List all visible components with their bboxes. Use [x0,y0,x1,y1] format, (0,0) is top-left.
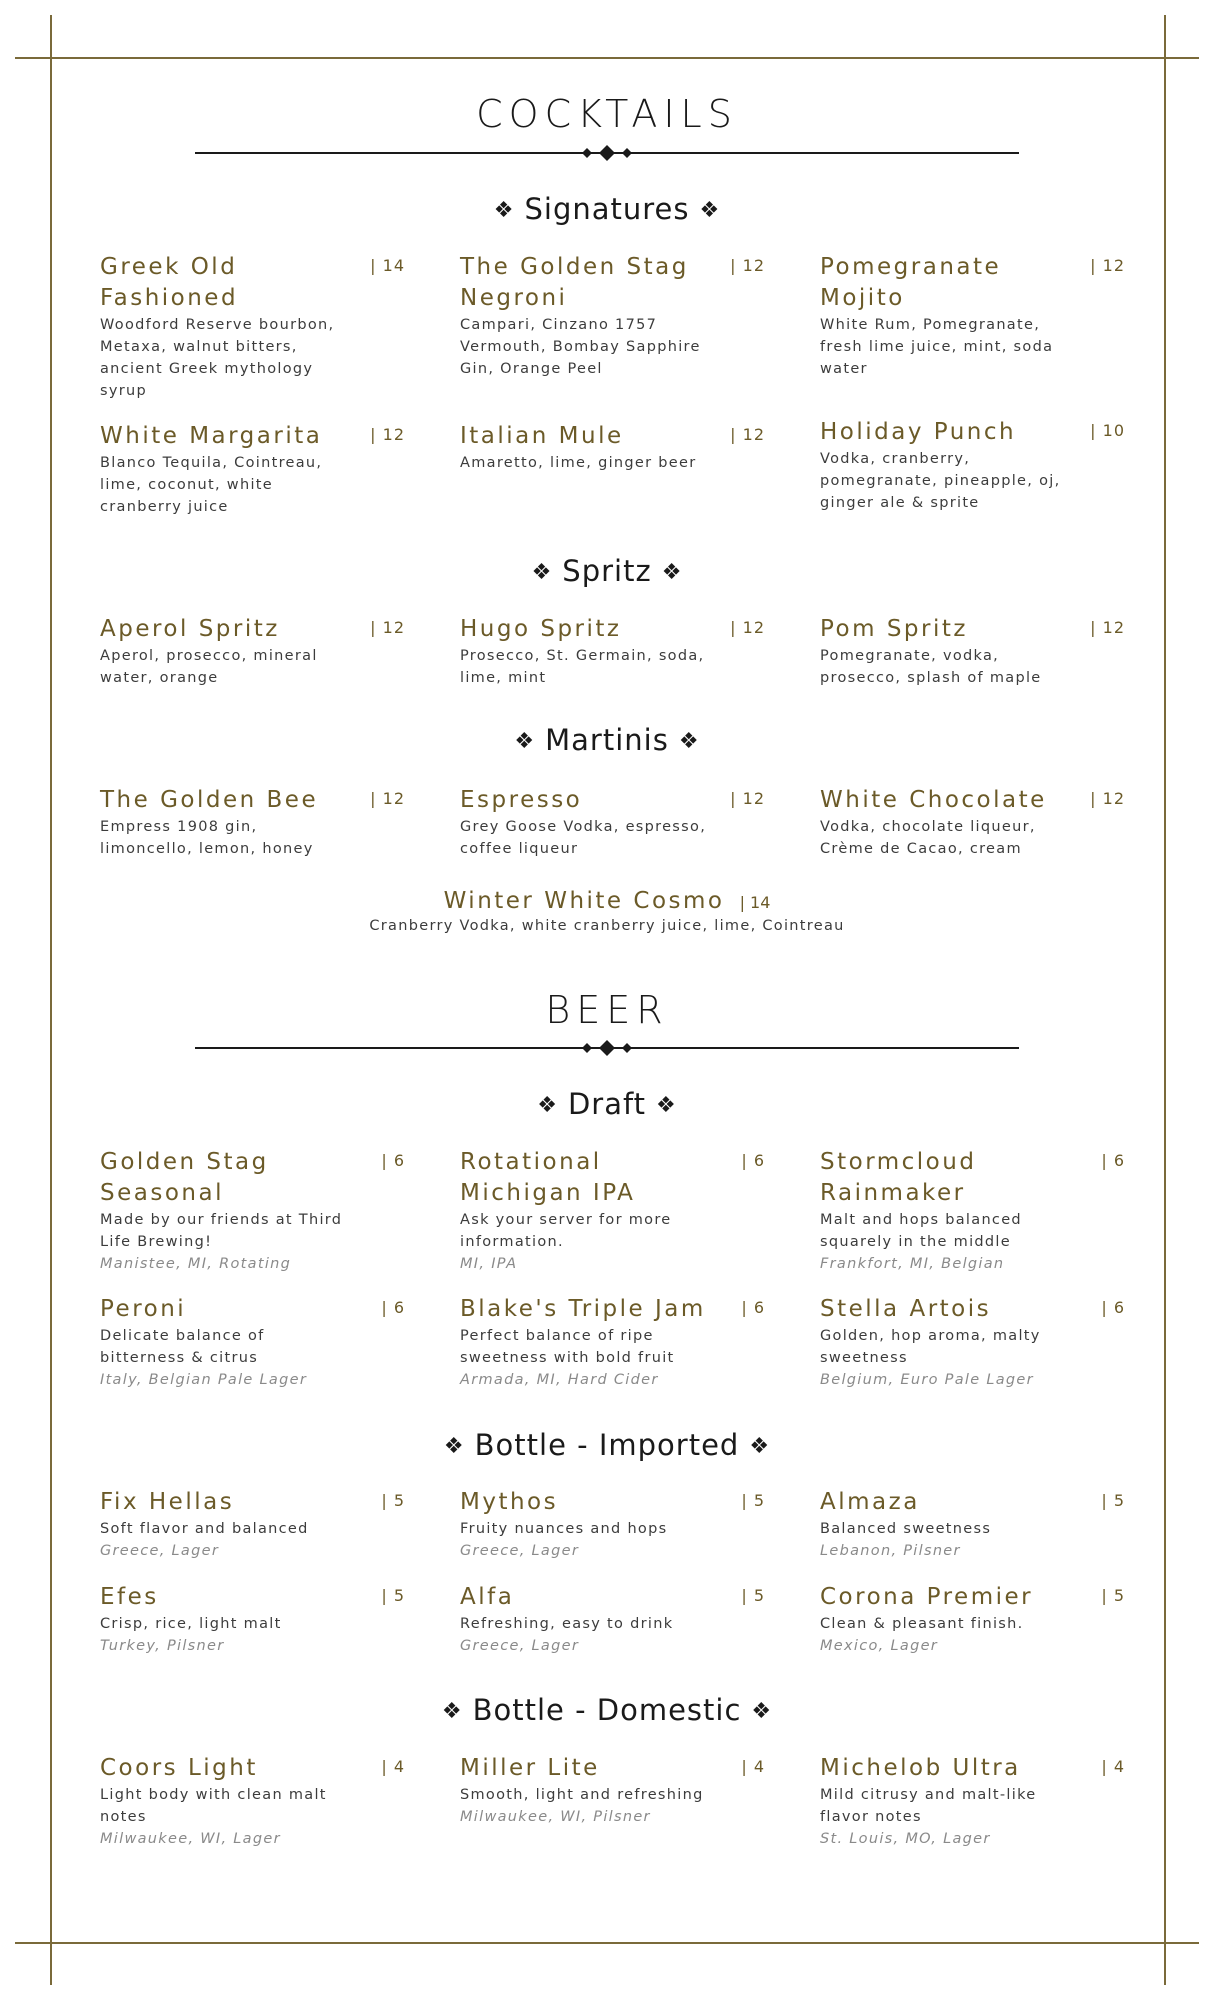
item-name: Stella Artois [820,1296,992,1322]
item-description: Blanco Tequila, Cointreau, lime, coconut, white cranberry juice [100,455,323,515]
item-origin: Greece, Lager [100,1543,220,1559]
item-description: Crisp, rice, light malt [100,1616,282,1632]
menu-item [460,785,765,860]
item-description: Malt and hops balanced squarely in the middle [820,1212,1022,1250]
item-origin: Turkey, Pilsner [100,1638,225,1654]
ornament-icon: ❖ [514,729,536,754]
item-description: Clean & pleasant finish. [820,1616,1024,1632]
menu-item [100,1582,405,1657]
item-origin: Manistee, MI, Rotating [100,1256,292,1272]
menu-item [820,1582,1125,1657]
item-origin: MI, IPA [460,1256,518,1272]
menu-item [100,614,405,689]
item-description: Grey Goose Vodka, espresso, coffee liqueur [460,819,707,857]
item-name: Pomegranate Mojito [820,254,1002,311]
item-description: Fruity nuances and hops [460,1521,668,1537]
item-name: Espresso [460,787,583,813]
item-name: Corona Premier [820,1584,1034,1610]
item-name: Fix Hellas [100,1489,235,1515]
featured-item [0,888,1214,934]
beer-title: BEER [545,988,669,1032]
item-description: Mild citrusy and malt-like flavor notes [820,1787,1037,1825]
item-price: | 12 [1090,256,1125,275]
item-price: | 6 [741,1151,765,1170]
menu-item [460,1582,765,1657]
ornament-icon: ❖ [537,1093,558,1118]
item-origin: Belgium, Euro Pale Lager [820,1372,1034,1388]
item-price: | 6 [381,1151,405,1170]
item-price: | 12 [730,618,765,637]
item-description: Soft flavor and balanced [100,1521,309,1537]
item-name: Hugo Spritz [460,616,622,642]
item-name: Rotational Michigan IPA [460,1149,636,1206]
item-name: Miller Lite [460,1755,600,1781]
cocktails-title: COCKTAILS [476,92,738,136]
menu-item [820,252,1125,380]
item-price: | 12 [730,789,765,808]
frame-top-line [15,57,1199,59]
ornament-icon: ❖ [749,1434,771,1459]
item-description: Cranberry Vodka, white cranberry juice, lime, Cointreau [369,918,845,934]
menu-item [820,1753,1125,1850]
item-price: | 5 [741,1491,765,1510]
menu-item [460,1147,765,1275]
item-origin: Italy, Belgian Pale Lager [100,1372,308,1388]
beer-divider [195,1040,1019,1056]
item-price: | 4 [741,1757,765,1776]
item-name: White Chocolate [820,787,1047,813]
item-price: | 12 [370,618,405,637]
item-description: Vodka, chocolate liqueur, Crème de Cacao, cream [820,819,1036,857]
item-name: Almaza [820,1489,920,1515]
item-name: Peroni [100,1296,187,1322]
item-price: | 12 [730,425,765,444]
item-name: Winter White Cosmo [443,888,725,914]
item-price: | 5 [741,1586,765,1605]
item-price: | 12 [370,789,405,808]
item-origin: Greece, Lager [460,1638,580,1654]
item-description: Amaretto, lime, ginger beer [460,455,697,471]
item-origin: Lebanon, Pilsner [820,1543,961,1559]
ornament-icon: ❖ [531,560,553,585]
item-description: Woodford Reserve bourbon, Metaxa, walnut bitters, ancient Greek mythology syrup [100,317,335,399]
item-name: Italian Mule [460,423,624,449]
menu-item [100,1753,405,1850]
item-name: Blake's Triple Jam [460,1296,706,1322]
item-name: Mythos [460,1489,559,1515]
menu-item [460,614,765,689]
item-name: The Golden Stag Negroni [460,254,689,311]
item-origin: Milwaukee, WI, Pilsner [460,1809,651,1825]
item-description: Light body with clean malt notes [100,1787,327,1825]
menu-item [820,1294,1125,1391]
menu-item [460,1294,765,1391]
item-name: Aperol Spritz [100,616,280,642]
ornament-icon: ❖ [751,1699,773,1724]
ornament-icon: ❖ [656,1093,677,1118]
item-name: Michelob Ultra [820,1755,1021,1781]
menu-item [820,614,1125,689]
item-description: Refreshing, easy to drink [460,1616,674,1632]
item-price: | 12 [1090,789,1125,808]
ornament-icon: ❖ [493,198,515,223]
item-description: Golden, hop aroma, malty sweetness [820,1328,1041,1366]
menu-item [820,1487,1125,1562]
item-price: | 12 [1090,618,1125,637]
menu-item [460,1487,765,1562]
item-price: | 5 [1101,1586,1125,1605]
menu-item [100,252,405,402]
signatures-heading: ❖ Signatures ❖ [493,192,721,226]
item-description: White Rum, Pomegranate, fresh lime juice, mint, soda water [820,317,1054,377]
item-description: Balanced sweetness [820,1521,992,1537]
item-price: | 12 [730,256,765,275]
item-name: Greek Old Fashioned [100,254,239,311]
menu-item [100,785,405,860]
item-description: Perfect balance of ripe sweetness with bold fruit [460,1328,675,1366]
item-price: | 4 [381,1757,405,1776]
menu-item [100,1487,405,1562]
item-name: Coors Light [100,1755,258,1781]
item-name: Golden Stag Seasonal [100,1149,269,1206]
menu-item [820,785,1125,860]
item-description: Vodka, cranberry, pomegranate, pineapple, oj, ginger ale & sprite [820,451,1061,511]
menu-item [100,421,405,518]
item-origin: St. Louis, MO, Lager [820,1831,991,1847]
martinis-heading: ❖ Martinis ❖ [514,723,700,757]
item-name: Efes [100,1584,159,1610]
item-description: Delicate balance of bitterness & citrus [100,1328,265,1366]
imported-heading: ❖ Bottle - Imported ❖ [443,1428,771,1462]
menu-item [100,1294,405,1391]
frame-bottom-line [15,1942,1199,1944]
item-origin: Armada, MI, Hard Cider [460,1372,659,1388]
menu-item [460,421,765,474]
item-name: Stormcloud Rainmaker [820,1149,977,1206]
item-name: Alfa [460,1584,515,1610]
menu-item [460,1753,765,1828]
item-name: White Margarita [100,423,323,449]
item-price: | 4 [1101,1757,1125,1776]
item-description: Smooth, light and refreshing [460,1787,704,1803]
item-price: | 6 [741,1298,765,1317]
draft-heading: ❖ Draft ❖ [537,1087,677,1121]
item-name: The Golden Bee [100,787,319,813]
ornament-icon: ❖ [661,560,683,585]
item-name: Pom Spritz [820,616,968,642]
item-price: | 5 [1101,1491,1125,1510]
ornament-icon: ❖ [678,729,700,754]
menu-item [100,1147,405,1275]
item-description: Prosecco, St. Germain, soda, lime, mint [460,648,705,686]
item-price: | 5 [381,1491,405,1510]
item-description: Pomegranate, vodka, prosecco, splash of maple [820,648,1042,686]
item-description: Aperol, prosecco, mineral water, orange [100,648,318,686]
item-price: | 10 [1090,421,1125,440]
item-origin: Greece, Lager [460,1543,580,1559]
menu-item [820,1147,1125,1275]
item-origin: Mexico, Lager [820,1638,939,1654]
item-price: | 6 [1101,1151,1125,1170]
item-origin: Frankfort, MI, Belgian [820,1256,1005,1272]
item-description: Ask your server for more information. [460,1212,672,1250]
ornament-icon: ❖ [699,198,721,223]
item-description: Made by our friends at Third Life Brewing! [100,1212,343,1250]
cocktails-divider [195,145,1019,161]
item-price: | 5 [381,1586,405,1605]
item-price: | 14 [370,256,405,275]
domestic-heading: ❖ Bottle - Domestic ❖ [441,1693,773,1727]
ornament-icon: ❖ [441,1699,463,1724]
item-description: Campari, Cinzano 1757 Vermouth, Bombay Sapphire Gin, Orange Peel [460,317,701,377]
item-price: | 6 [381,1298,405,1317]
item-price: | 14 [739,893,771,912]
spritz-heading: ❖ Spritz ❖ [531,554,683,588]
item-name: Holiday Punch [820,419,1017,445]
item-price: | 12 [370,425,405,444]
menu-item [820,417,1125,514]
ornament-icon: ❖ [443,1434,465,1459]
menu-item [460,252,765,380]
item-origin: Milwaukee, WI, Lager [100,1831,281,1847]
item-price: | 6 [1101,1298,1125,1317]
item-description: Empress 1908 gin, limoncello, lemon, honey [100,819,314,857]
